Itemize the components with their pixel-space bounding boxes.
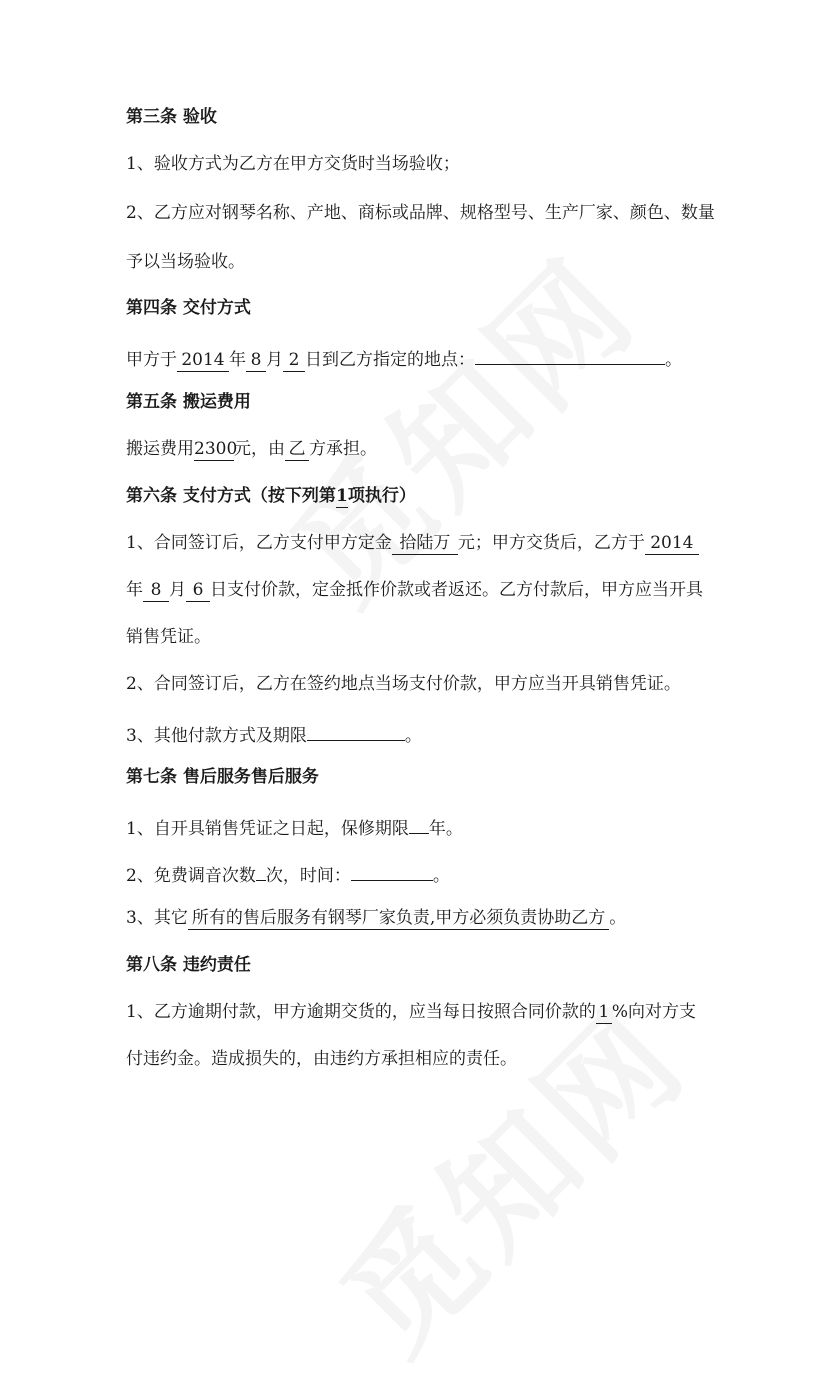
freight-prefix: 搬运费用 [126, 439, 194, 459]
warranty-prefix: 1、自开具销售凭证之日起，保修期限 [126, 819, 409, 839]
other-end: 。 [609, 908, 627, 928]
payment-3-prefix: 3、其他付款方式及期限 [126, 726, 307, 746]
article-6-item-1-line-2 [126, 578, 703, 602]
payment-month-field: 8 [143, 580, 169, 602]
delivery-year-field: 2014 [177, 350, 229, 372]
warranty-years-field [409, 812, 429, 834]
article-6-item-1-line-1 [126, 531, 699, 555]
article-7-item-3 [126, 906, 626, 930]
watermark [245, 211, 670, 636]
payment-3-end: 。 [404, 726, 422, 746]
payment-month-unit: 月 [169, 580, 186, 600]
payment-1-suffix: 日支付价款，定金抵作价款或者返还。乙方付款后，甲方应当开具 [210, 580, 703, 600]
payment-day-field: 6 [186, 580, 210, 602]
payment-heading-prefix: 第六条 支付方式（按下列第 [126, 486, 336, 506]
article-7-item-2 [126, 859, 450, 888]
article-7-item-1 [126, 812, 463, 841]
penalty-prefix: 1、乙方逾期付款，甲方逾期交货的，应当每日按照合同价款的 [126, 1002, 596, 1022]
delivery-prefix: 甲方于 [126, 350, 177, 370]
tuning-mid: 次，时间： [265, 866, 351, 886]
delivery-place-field [475, 343, 665, 365]
delivery-year-unit: 年 [229, 350, 246, 370]
article-3-item-2-line-1: 2、乙方应对钢琴名称、产地、商标或品牌、规格型号、生产厂家、颜色、数量 [126, 203, 715, 223]
payment-year-unit: 年 [126, 580, 143, 600]
payment-1-prefix: 1、合同签订后，乙方支付甲方定金 [126, 533, 392, 553]
article-6-item-2: 2、合同签订后，乙方在签约地点当场支付价款，甲方应当开具销售凭证。 [126, 674, 681, 694]
article-6-item-3 [126, 719, 422, 748]
article-5-freight-line [126, 437, 377, 461]
penalty-percent-field: 1 [596, 1002, 612, 1024]
article-7-heading: 第七条 售后服务售后服务 [126, 767, 319, 787]
article-8-item-1-line-1 [126, 1000, 696, 1024]
payment-heading-suffix: 项执行） [347, 486, 416, 506]
article-3-item-2-line-2: 予以当场验收。 [126, 252, 245, 272]
delivery-day-field: 2 [283, 350, 305, 372]
warranty-suffix: 年。 [428, 819, 463, 839]
freight-amount-field: 2300 [194, 439, 238, 459]
freight-mid: 元，由 [234, 439, 285, 459]
article-3-item-1: 1、验收方式为乙方在甲方交货时当场验收； [126, 154, 460, 174]
freight-party-field: 乙 [285, 439, 309, 461]
delivery-end: 。 [665, 350, 682, 370]
other-prefix: 3、其它 [126, 908, 188, 928]
article-3-heading: 第三条 验收 [126, 107, 217, 127]
article-6-heading [126, 484, 416, 508]
article-8-heading: 第八条 违约责任 [126, 955, 251, 975]
delivery-suffix: 日到乙方指定的地点： [305, 350, 475, 370]
deposit-field: 拾陆万 [392, 533, 458, 555]
payment-1-mid: 元；甲方交货后，乙方于 [457, 533, 645, 553]
payment-3-field [307, 719, 405, 741]
article-4-heading: 第四条 交付方式 [126, 298, 251, 318]
delivery-month-unit: 月 [266, 350, 283, 370]
delivery-month-field: 8 [246, 350, 266, 372]
payment-year-field: 2014 [645, 533, 699, 555]
penalty-suffix: %向对方支 [611, 1002, 696, 1022]
other-service-field: 所有的售后服务有钢琴厂家负责,甲方必须负责协助乙方 [188, 908, 609, 930]
article-5-heading: 第五条 搬运费用 [126, 392, 251, 412]
article-6-item-1-line-3: 销售凭证。 [126, 627, 211, 647]
tuning-end: 。 [432, 866, 450, 886]
payment-item-field: 1 [336, 486, 348, 506]
tuning-time-field [351, 859, 433, 881]
tuning-prefix: 2、免费调音次数 [126, 866, 256, 886]
article-8-item-1-line-2: 付违约金。造成损失的，由违约方承担相应的责任。 [126, 1049, 517, 1069]
freight-suffix: 方承担。 [309, 439, 377, 459]
tuning-times-field [256, 859, 266, 881]
article-4-delivery-line [126, 343, 682, 372]
